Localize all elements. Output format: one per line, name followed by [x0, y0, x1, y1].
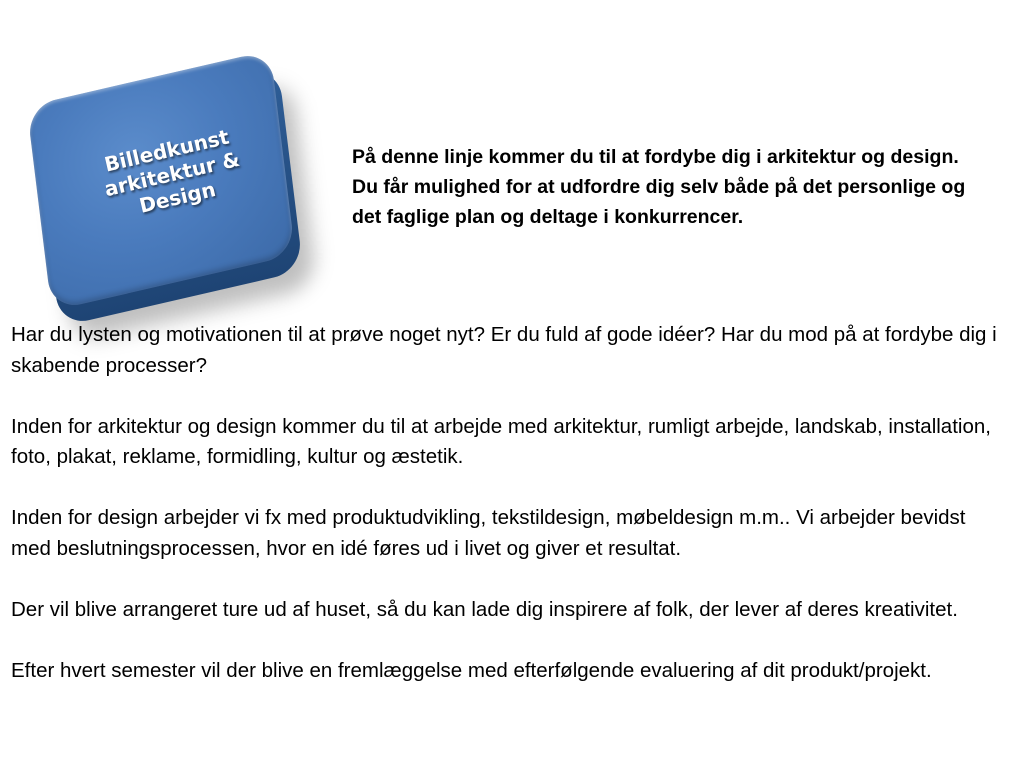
paragraph-trips: Der vil blive arrangeret ture ud af huset, så du kan lade dig inspirere af folk, der lever af deres kreativitet. [11, 597, 958, 621]
paragraph-design: Inden for design arbejder vi fx med produktudvikling, tekstildesign, møbeldesign m.m.. Vi arbejder bevidst med beslutningsprocessen, hvor en idé føres ud i livet og giver et resultat. [11, 506, 966, 560]
intro-line-2: Du får mulighed for at udfordre dig selv både på det personlige og det faglige plan og deltage i konkurrencer. [352, 176, 966, 228]
intro-text [352, 142, 992, 232]
paragraph-motivation: Har du lysten og motivationen til at prøve noget nyt? Er du fuld af gode idéer? Har du mod på at fordybe dig i skabende processer? [11, 323, 997, 377]
badge-title: Billedkunst arkitektur & Design [102, 124, 242, 218]
line-badge-graphic [0, 60, 360, 330]
intro-line-1: På denne linje kommer du til at fordybe dig i arkitektur og design. [352, 146, 959, 168]
body-text [11, 320, 1011, 686]
paragraph-architecture: Inden for arkitektur og design kommer du til at arbejde med arkitektur, rumligt arbejde, landskab, installation, foto, plakat, reklame, formidling, kultur og æstetik. [11, 414, 991, 468]
paragraph-evaluation: Efter hvert semester vil der blive en fremlæggelse med efterfølgende evaluering af dit produkt/projekt. [11, 658, 932, 682]
